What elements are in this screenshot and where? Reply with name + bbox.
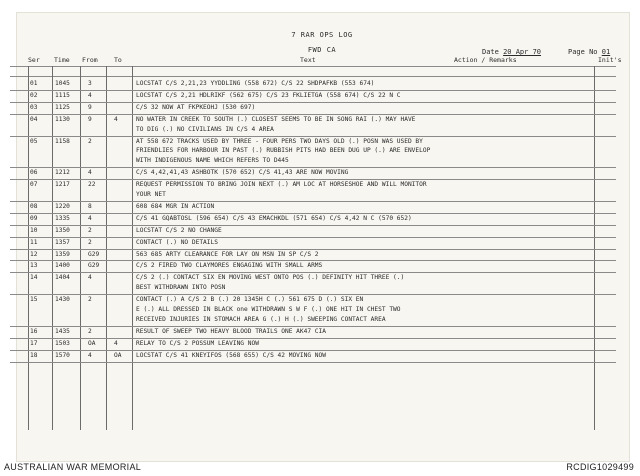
row-text-line: CONTACT (.) A C/S 2 B (.) 20 1345H C (.) 561 675 D (.) SIX EN — [136, 296, 364, 304]
date-value: 20 Apr 70 — [503, 48, 542, 56]
page-label: Page No — [568, 48, 598, 56]
row-ser: 05 — [30, 137, 38, 145]
row-time: 1335 — [55, 214, 70, 222]
row-ser: 13 — [30, 262, 38, 270]
column-header-4: Text — [300, 56, 316, 64]
row-text-line: WITH INDIGENOUS NAME WHICH REFERS TO D445 — [136, 157, 289, 165]
row-time: 1350 — [55, 226, 70, 234]
column-header-5: Action / Remarks — [454, 56, 517, 64]
document-title: 7 RAR OPS LOG — [291, 31, 353, 39]
row-from: 8 — [88, 202, 92, 210]
row-time: 1115 — [55, 91, 70, 99]
row-time: 1503 — [55, 339, 70, 347]
row-text-line: REQUEST PERMISSION TO BRING JOIN NEXT (.) AM LOC AT HORSESHOE AND WILL MONITOR — [136, 181, 427, 189]
row-ser: 04 — [30, 115, 38, 123]
row-to: 4 — [114, 339, 118, 347]
row-text-line: C/S 41 GQABTOSL (596 654) C/S 43 EMACHKDL (571 654) C/S 4,42 N C (570 652) — [136, 214, 412, 222]
row-text-line: 608 684 MGR IN ACTION — [136, 202, 215, 210]
row-ser: 02 — [30, 91, 38, 99]
row-from: 2 — [88, 137, 92, 145]
row-text-line: C/S 2 FIRED TWO CLAYMORES ENGAGING WITH SMALL ARMS — [136, 262, 323, 270]
row-ser: 17 — [30, 339, 38, 347]
row-from: G29 — [88, 262, 100, 270]
row-text-line: C/S 32 NOW AT FKPKEOHJ (530 697) — [136, 103, 256, 111]
document-subtitle: FWD CA — [307, 46, 337, 54]
column-header-1: Time — [54, 56, 70, 64]
row-ser: 09 — [30, 214, 38, 222]
row-ser: 18 — [30, 351, 38, 359]
row-text-line: CONTACT (.) NO DETAILS — [136, 238, 218, 246]
row-time: 1404 — [55, 274, 70, 282]
row-ser: 03 — [30, 103, 38, 111]
row-text-line: C/S 2 (.) CONTACT SIX EN MOVING WEST ONTO POS (.) DEFINITY HIT THREE (.) — [136, 274, 405, 282]
row-rule — [10, 237, 616, 238]
footer-right: RCDIG1029499 — [566, 462, 634, 472]
row-from: 3 — [88, 80, 92, 87]
row-to: OA — [114, 351, 122, 359]
row-ser: 07 — [30, 181, 38, 189]
row-text-line: LOCSTAT C/S 2,21 HDLRIKF (562 675) C/S 23 FKLIETGA (558 674) C/S 22 N C — [136, 91, 401, 99]
row-text-line: LOCSTAT C/S 2,21,23 YYDDLING (558 672) C/S 22 SHDPAFKB (553 674) — [136, 80, 375, 87]
row-from: G29 — [88, 250, 100, 258]
row-time: 1045 — [55, 80, 70, 87]
row-text-line: C/S 4,42,41,43 ASHBOTK (570 652) C/S 41,43 ARE NOW MOVING — [136, 169, 349, 177]
row-time: 1430 — [55, 296, 70, 304]
row-ser: 06 — [30, 169, 38, 177]
row-text-line: TO DIG (.) NO CIVILIANS IN C/S 4 AREA — [136, 125, 274, 133]
row-ser: 12 — [30, 250, 38, 258]
row-ser: 15 — [30, 296, 38, 304]
row-rule — [10, 362, 616, 363]
row-ser: 10 — [30, 226, 38, 234]
page-field — [568, 48, 610, 56]
row-text-line: RESULT OF SWEEP TWO HEAVY BLOOD TRAILS ONE AK47 CIA — [136, 327, 326, 335]
header-top-rule — [10, 66, 616, 67]
row-text-line: RELAY TO C/S 2 POSSUM LEAVING NOW — [136, 339, 259, 347]
row-text-line: LOCSTAT C/S 2 NO CHANGE — [136, 226, 222, 234]
row-time: 1435 — [55, 327, 70, 335]
column-header-2: From — [82, 56, 98, 64]
header-bottom-rule — [10, 76, 616, 77]
row-text-line: 563 685 ARTY CLEARANCE FOR LAY ON MSN IN SP C/S 2 — [136, 250, 319, 258]
row-from: 2 — [88, 238, 92, 246]
row-text-line: NO WATER IN CREEK TO SOUTH (.) CLOSEST SEEMS TO BE IN SONG RAI (.) MAY HAVE — [136, 115, 416, 123]
row-time: 1125 — [55, 103, 70, 111]
row-time: 1212 — [55, 169, 70, 177]
row-text-line: LOCSTAT C/S 41 KNEYIFOS (568 655) C/S 42 MOVING NOW — [136, 351, 326, 359]
row-from: 2 — [88, 226, 92, 234]
footer-left: AUSTRALIAN WAR MEMORIAL — [4, 462, 142, 472]
row-time: 1357 — [55, 238, 70, 246]
row-text-line: E (.) ALL DRESSED IN BLACK one WITHDRAWN S W F (.) ONE HIT IN CHEST TWO — [136, 306, 401, 313]
row-ser: 08 — [30, 202, 38, 210]
row-from: OA — [88, 339, 96, 347]
column-header-6: Init's — [598, 56, 622, 64]
row-time: 1359 — [55, 250, 70, 258]
date-label: Date — [482, 48, 499, 56]
row-rule — [10, 225, 616, 226]
row-rule — [10, 338, 616, 339]
row-from: 4 — [88, 214, 92, 222]
row-ser: 14 — [30, 274, 38, 282]
page-value: 01 — [601, 48, 611, 56]
row-text-line: YOUR NET — [136, 191, 166, 198]
row-text-line: RECEIVED INJURIES IN STOMACH AREA G (.) H (.) SWEEPING CONTACT AREA — [136, 315, 386, 323]
row-from: 2 — [88, 296, 92, 304]
row-from: 9 — [88, 115, 92, 123]
row-ser: 16 — [30, 327, 38, 335]
row-from: 4 — [88, 169, 92, 177]
row-from: 4 — [88, 274, 92, 282]
row-from: 4 — [88, 351, 92, 359]
row-text-line: FRIENDLIES FOR HARBOUR IN PAST (.) RUBBISH PITS HAD BEEN DUG UP (.) ARE ENVELOP — [136, 147, 431, 155]
row-from: 9 — [88, 103, 92, 111]
row-ser: 01 — [30, 80, 38, 87]
row-time: 1570 — [55, 351, 70, 359]
row-from: 4 — [88, 91, 92, 99]
column-header-0: Ser — [28, 56, 40, 64]
row-time: 1400 — [55, 262, 70, 270]
row-ser: 11 — [30, 238, 38, 246]
row-from: 22 — [88, 181, 96, 189]
row-time: 1217 — [55, 181, 70, 189]
row-rule — [10, 201, 616, 202]
row-text-line: AT 558 672 TRACKS USED BY THREE - FOUR PERS TWO DAYS OLD (.) POSN WAS USED BY — [136, 137, 423, 145]
row-text-line: BEST WITHDRAWN INTO POSN — [136, 284, 226, 292]
row-to: 4 — [114, 115, 118, 123]
date-field — [482, 48, 541, 56]
column-header-3: To — [114, 56, 122, 64]
row-time: 1220 — [55, 202, 70, 210]
row-time: 1158 — [55, 137, 70, 145]
row-from: 2 — [88, 327, 92, 335]
row-time: 1130 — [55, 115, 70, 123]
row-rule — [10, 102, 616, 103]
